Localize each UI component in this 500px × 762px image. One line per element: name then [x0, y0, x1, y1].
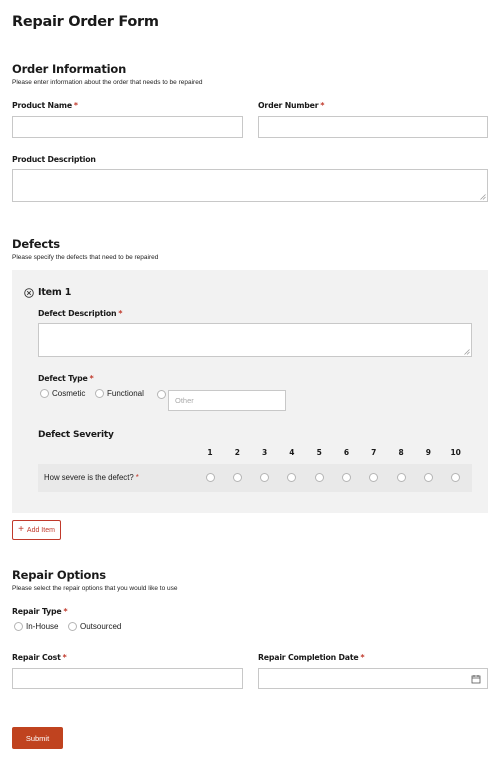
scale-number: 1 [207, 448, 213, 457]
required-mark: * [360, 653, 365, 662]
submit-button[interactable] [12, 727, 63, 749]
required-mark: * [62, 653, 67, 662]
scale-number: 3 [261, 448, 268, 457]
repair-options-heading: Repair Options [12, 568, 106, 582]
radio-button[interactable] [40, 389, 49, 398]
defect-severity-label: Defect Severity [38, 430, 114, 440]
defect-type-option-functional[interactable] [95, 389, 144, 398]
severity-radio-group [200, 473, 466, 482]
repair-options-description: Please select the repair options that you would like to use [12, 585, 178, 592]
severity-radio-6[interactable] [342, 473, 351, 482]
scale-number: 9 [425, 448, 431, 457]
severity-radio-10[interactable] [451, 473, 460, 482]
severity-radio-8[interactable] [397, 473, 406, 482]
repair-cost-label: Repair Cost * [12, 653, 67, 662]
other-defect-type-input[interactable] [168, 390, 286, 411]
required-mark: * [118, 309, 123, 318]
radio-button[interactable] [95, 389, 104, 398]
plus-icon: + [18, 524, 24, 535]
severity-radio-7[interactable] [369, 473, 378, 482]
defect-description-textarea[interactable] [38, 323, 472, 357]
order-number-input[interactable] [258, 116, 488, 138]
order-info-heading: Order Information [12, 62, 127, 76]
repair-cost-input[interactable] [12, 668, 243, 689]
product-name-label: Product Name * [12, 101, 78, 110]
option-label: Outsourced [80, 622, 122, 631]
scale-number: 4 [289, 448, 295, 457]
severity-radio-1[interactable] [206, 473, 215, 482]
required-mark: * [73, 101, 78, 110]
defect-type-label: Defect Type * [38, 374, 94, 383]
repair-type-label: Repair Type * [12, 607, 68, 616]
option-label: In-House [26, 622, 59, 631]
required-mark: * [89, 374, 94, 383]
severity-question: How severe is the defect? * [44, 473, 139, 482]
resize-handle-icon[interactable] [480, 194, 486, 200]
required-mark: * [63, 607, 68, 616]
severity-scale-header [200, 448, 466, 457]
defects-heading: Defects [12, 237, 60, 251]
order-info-description: Please enter information about the order that needs to be repaired [12, 79, 203, 86]
scale-number: 6 [343, 448, 350, 457]
resize-handle-icon[interactable] [464, 349, 470, 355]
repair-type-option-outsourced[interactable] [68, 622, 121, 631]
severity-radio-4[interactable] [287, 473, 296, 482]
item-title: Item 1 [38, 287, 72, 298]
severity-radio-9[interactable] [424, 473, 433, 482]
defect-type-option-other-radio[interactable] [157, 390, 166, 399]
other-placeholder: Other [175, 396, 194, 405]
calendar-icon[interactable] [471, 674, 481, 684]
radio-button[interactable] [14, 622, 23, 631]
radio-button[interactable] [68, 622, 77, 631]
form-title: Repair Order Form [12, 14, 159, 30]
scale-number: 10 [450, 448, 461, 457]
severity-radio-5[interactable] [315, 473, 324, 482]
defect-description-label: Defect Description * [38, 309, 123, 318]
severity-radio-2[interactable] [233, 473, 242, 482]
required-mark: * [135, 473, 139, 482]
severity-row [38, 464, 472, 492]
scale-number: 5 [316, 448, 322, 457]
severity-radio-3[interactable] [260, 473, 269, 482]
product-description-label: Product Description [12, 155, 96, 164]
completion-date-input[interactable] [258, 668, 488, 689]
required-mark: * [320, 101, 325, 110]
scale-number: 8 [398, 448, 404, 457]
completion-date-label: Repair Completion Date * [258, 653, 365, 662]
repair-type-option-in-house[interactable] [14, 622, 58, 631]
scale-number: 7 [371, 448, 377, 457]
defects-description: Please specify the defects that need to be repaired [12, 254, 159, 261]
add-item-button[interactable] [12, 520, 61, 540]
order-number-label: Order Number * [258, 101, 325, 110]
add-item-label: Add Item [26, 526, 55, 534]
defect-type-option-cosmetic[interactable] [40, 389, 85, 398]
scale-number: 2 [234, 448, 240, 457]
remove-item-icon[interactable] [24, 288, 34, 298]
product-name-input[interactable] [12, 116, 243, 138]
option-label: Functional [107, 389, 144, 398]
submit-label: Submit [25, 733, 50, 743]
product-description-textarea[interactable] [12, 169, 488, 202]
option-label: Cosmetic [52, 389, 86, 398]
